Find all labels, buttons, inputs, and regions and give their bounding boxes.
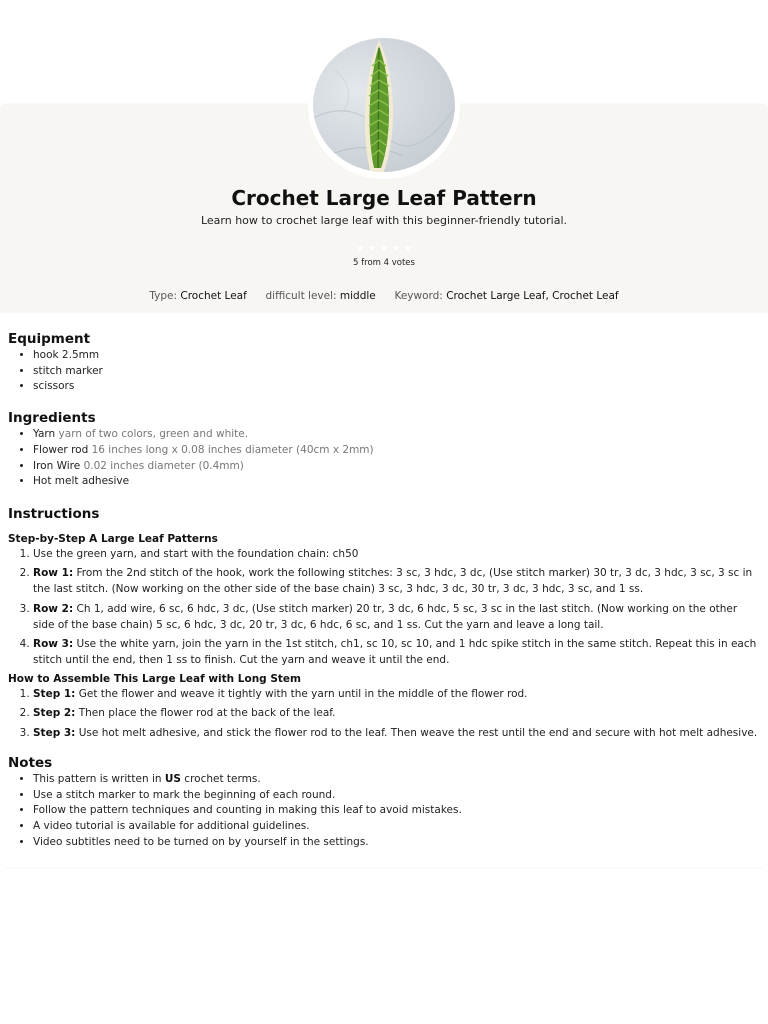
star-icon[interactable]: ★: [366, 241, 378, 255]
notes-list: [8, 772, 760, 851]
note-item: • Use a stitch marker to mark the beginning of each round.: [33, 788, 760, 804]
type-value: Crochet Leaf: [180, 290, 247, 302]
ingredient-note: 16 inches long x 0.08 inches diameter (40cm x 2mm): [91, 443, 374, 456]
ingredients-list: [8, 427, 760, 490]
ingredient-name: Yarn: [33, 428, 56, 441]
note-prefix: This pattern is written in: [33, 772, 165, 785]
note-item: • Follow the pattern techniques and counting in making this leaf to avoid mistakes.: [33, 803, 760, 819]
difficulty-value: middle: [339, 290, 376, 302]
note-item: • Video subtitles need to be turned on by yourself in the settings.: [33, 835, 760, 851]
instructions-heading: Instructions: [8, 505, 100, 522]
step-label: Row 1:: [33, 567, 74, 580]
equipment-heading: Equipment: [8, 331, 91, 347]
note-item: • A video tutorial is available for additional guidelines.: [33, 819, 760, 835]
instruction-group-heading: How to Assemble This Large Leaf with Long Stem: [8, 672, 301, 685]
ingredient-name: Iron Wire: [33, 459, 81, 472]
step-label: Row 2:: [33, 602, 74, 615]
ingredient-name: Hot melt adhesive: [33, 475, 130, 488]
step-label: Step 2:: [33, 707, 76, 720]
ingredient-note: yarn of two colors, green and white.: [58, 428, 249, 441]
instruction-step: [33, 705, 760, 721]
star-icon[interactable]: ★: [378, 241, 390, 255]
equipment-item: • scissors: [33, 379, 760, 395]
equipment-item: • hook 2.5mm: [33, 348, 760, 364]
step-text: Use the white yarn, join the yarn in the 1st stitch, ch1, sc 10, sc 10, and 1 hdc spike stitch in the same stitch. Repeat this in each stitch until the end, then 1 ss to finish. Cut the yarn and weave it until the end.: [33, 638, 757, 667]
step-text: Ch 1, add wire, 6 sc, 6 hdc, 3 dc, (Use stitch marker) 20 tr, 3 dc, 6 hdc, 5 sc, 3 sc in the last stitch. (Now working on the other side of the base chain) 5 sc, 6 hdc, 3 dc, 20 tr, 3 dc, 6 hdc, 6 sc, and 1 ss. Cut the yarn and leave a long tail.: [33, 602, 738, 631]
step-text: Use hot melt adhesive, and stick the flower rod to the leaf. Then weave the rest until the end and secure with hot melt adhesive.: [78, 726, 758, 739]
step-label: Row 3:: [33, 638, 74, 651]
star-icon[interactable]: ★: [402, 241, 413, 255]
step-text: Use the green yarn, and start with the foundation chain: ch50: [33, 547, 359, 560]
instruction-step: [33, 636, 760, 668]
note-item: [33, 772, 760, 788]
step-label: Step 3:: [33, 726, 76, 739]
star-icon[interactable]: ★: [355, 241, 366, 255]
ingredients-heading: Ingredients: [8, 410, 96, 427]
notes-heading: Notes: [8, 754, 53, 771]
instruction-steps: [8, 686, 760, 741]
type-label: Type:: [149, 290, 178, 302]
keyword-label: Keyword:: [394, 290, 443, 302]
instruction-step: [33, 686, 760, 702]
step-label: Step 1:: [33, 687, 76, 700]
ingredient-item: [33, 474, 760, 490]
rating-stars[interactable]: [354, 242, 414, 254]
step-text: Then place the flower rod at the back of the leaf.: [78, 707, 336, 720]
note-bold: US: [164, 772, 181, 785]
ingredient-name: Flower rod: [33, 443, 89, 456]
instruction-steps: [8, 546, 760, 669]
recipe-meta: [0, 290, 768, 302]
equipment-item: • stitch marker: [33, 364, 760, 380]
instruction-group-heading: Step-by-Step A Large Leaf Patterns: [8, 532, 218, 545]
crochet-leaf-photo-icon: [313, 38, 455, 172]
instruction-step: [33, 601, 760, 633]
step-text: From the 2nd stitch of the hook, work the following stitches: 3 sc, 3 hdc, 3 dc, (Use stitch marker) 30 tr, 3 dc, 3 hdc, 3 sc, 3 sc in the last stitch. (Now working on the other side of the base chain) 3 sc, 3 hdc, 3 dc, 30 tr, 3 dc, 3 hdc, 3 sc, and 1 ss.: [33, 567, 753, 596]
recipe-subtitle: Learn how to crochet large leaf with this beginner-friendly tutorial.: [200, 214, 568, 227]
recipe-title: Crochet Large Leaf Pattern: [231, 186, 537, 210]
instruction-step: [33, 565, 760, 597]
keyword-value: Crochet Large Leaf, Crochet Leaf: [446, 290, 619, 302]
step-text: Get the flower and weave it tightly with the yarn until in the middle of the flower rod.: [78, 687, 528, 700]
recipe-content: [8, 330, 760, 850]
ingredient-note: 0.02 inches diameter (0.4mm): [83, 459, 244, 472]
star-icon[interactable]: ★: [390, 241, 402, 255]
note-suffix: crochet terms.: [180, 772, 261, 785]
equipment-list: [8, 348, 760, 395]
ingredient-item: [33, 443, 760, 459]
ingredient-item: [33, 459, 760, 475]
ingredient-item: [33, 427, 760, 443]
instruction-step: [33, 725, 760, 741]
instruction-step: [33, 546, 760, 562]
difficulty-label: difficult level:: [265, 290, 337, 302]
rating-votes: 5 from 4 votes: [353, 258, 415, 268]
